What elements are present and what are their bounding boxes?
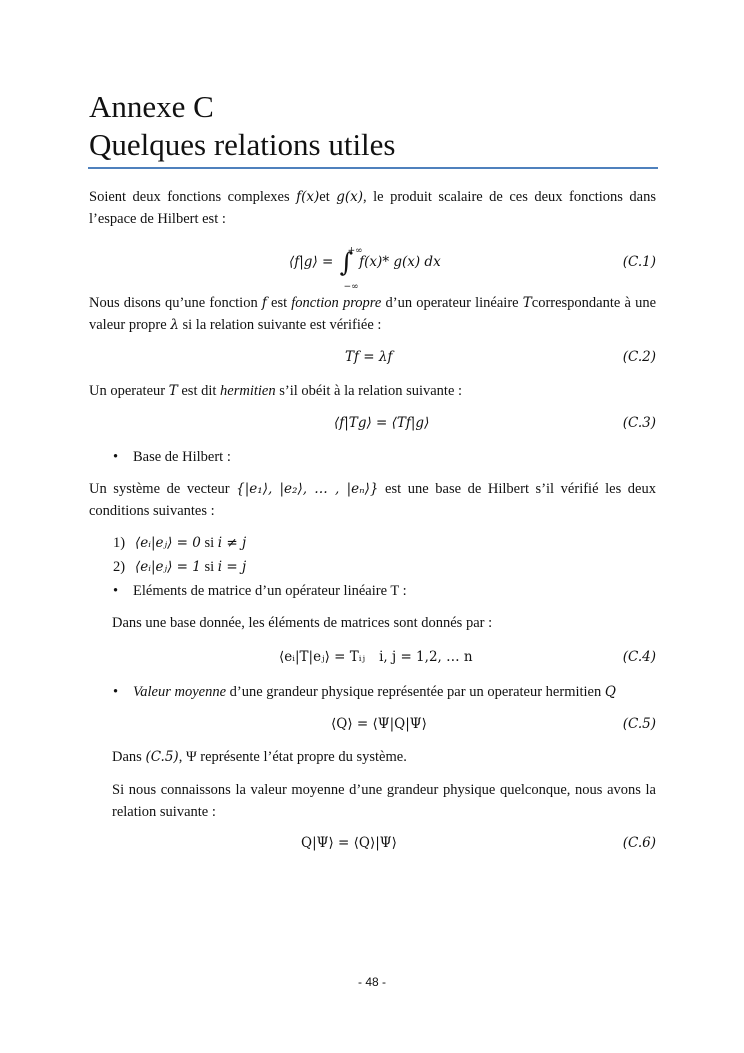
eq1-lhs: ⟨f|g⟩ = [289, 254, 338, 270]
equation-number: (C.2) [622, 349, 656, 365]
bullet-mean-value: • Valeur moyenne d’une grandeur physique représentée par un operateur hermitien Q [113, 681, 616, 703]
equation-c1 [89, 245, 656, 292]
paragraph-mean-relation: Si nous connaissons la valeur moyenne d’une grandeur physique quelconque, nous avons la relation suivante : [112, 782, 656, 820]
title-underline [88, 167, 658, 169]
equation-c4 [89, 645, 656, 669]
lower-bound: −∞ [343, 281, 359, 292]
equation-number: (C.4) [622, 649, 656, 665]
equation-number: (C.6) [622, 835, 656, 851]
condition-1: 1) ⟨eᵢ|eⱼ⟩ = 0 si i ≠ j [113, 535, 247, 551]
paragraph-hermitian: Un operateur T est dit hermitien s’il obéit à la relation suivante : [89, 383, 463, 399]
equation-number: (C.5) [622, 716, 656, 732]
annex-label: Annexe C [89, 89, 214, 124]
bullet-icon: • [113, 684, 119, 700]
equation-number: (C.1) [622, 254, 656, 270]
paragraph-basis: Un système de vecteur {|e₁⟩, |e₂⟩, … , |eₙ⟩} est une base de Hilbert s’il vérifié les deux conditions suivantes : [89, 481, 656, 519]
upper-bound: +∞ [347, 245, 363, 256]
equation-number: (C.3) [622, 415, 656, 431]
equation-c3: ⟨f|Tg⟩ = ⟨Tf|g⟩ (C.3) [89, 411, 656, 435]
eq4-range: i, j = 1,2, … n [379, 649, 473, 665]
eq4-expr: ⟨eᵢ|T|eⱼ⟩ = Tᵢⱼ [279, 649, 366, 665]
bullet-hilbert-basis: • Base de Hilbert : [113, 446, 231, 468]
bullet-icon: • [113, 449, 119, 465]
equation-c2: Tf = λf (C.2) [89, 345, 656, 369]
paragraph-matrix: Dans une base donnée, les éléments de matrices sont donnés par : [112, 615, 493, 631]
page-title: Quelques relations utiles [89, 127, 396, 162]
eq1-integrand: f(x)* g(x) dx [359, 254, 441, 270]
bullet-matrix-elements: • Eléments de matrice d’un opérateur linéaire T : [113, 580, 407, 602]
equation-c6: Q|Ψ⟩ = ⟨Q⟩|Ψ⟩ (C.6) [89, 831, 656, 855]
paragraph-eigenfunction: Nous disons qu’une fonction f est fonction propre d’un operateur linéaire Tcorrespondante à une valeur propre λ si la relation suivante est vérifiée : [89, 295, 657, 333]
paragraph-psi: Dans (C.5), Ψ représente l’état propre du système. [112, 749, 407, 765]
equation-c5: ⟨Q⟩ = ⟨Ψ|Q|Ψ⟩ (C.5) [89, 712, 656, 736]
condition-2: 2) ⟨eᵢ|eⱼ⟩ = 1 si i = j [113, 559, 247, 575]
page-number: - 48 - [357, 975, 386, 989]
bullet-icon: • [113, 583, 119, 599]
integral-sign: ∫ +∞ −∞ [340, 253, 354, 273]
paragraph-intro: Soient deux fonctions complexes f(x)et g(x), le produit scalaire de ces deux fonctions dans l’espace de Hilbert est : [89, 189, 657, 227]
